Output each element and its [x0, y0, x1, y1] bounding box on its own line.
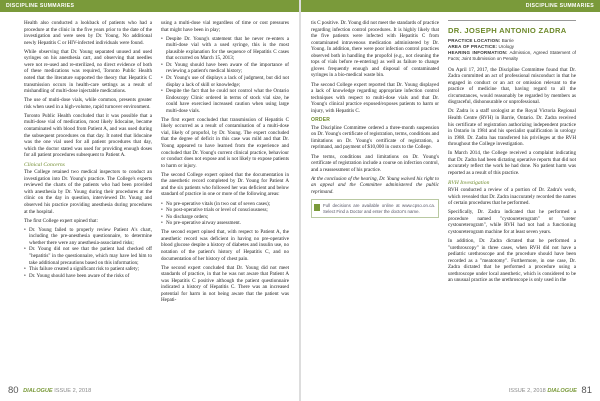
list-item: • Dr. Young should have been aware of the risks of [24, 273, 152, 280]
paragraph: The second expert opined that, with respect to Patient A, the anesthetic record was deficient in having no pre-operative blood glucose despite a history of diabetes and insulin use, no notation of the patient's history of Hepatitis C, and no documentation of her history of chest pain. [161, 229, 289, 262]
issue-label: ISSUE 2, 2018 [508, 388, 546, 394]
case-metadata [448, 38, 576, 62]
issue-label: ISSUE 2, 2018 [54, 388, 92, 394]
list-item: • Dr. Young should have been aware of the importance of reviewing a patient's medical history; [161, 62, 289, 75]
list-item: • No pre-operative vitals (in two out of seven cases); [161, 201, 289, 208]
paragraph: RVH conducted a review of a portion of Dr. Zadra's work, which revealed that Dr. Zadra inaccurately recorded the names of certain procedures that he performed. [448, 187, 576, 207]
right-page-columns [311, 20, 576, 381]
paragraph: Toronto Public Health concluded that it was possible that a multi-dose vial of medication, most likely lidocaine, became contaminated with blood from Patient A, and was used during the subsequent procedures on that day. It noted that lidocaine was the one vial used for all patient procedures that day, which the doctor stated was used for providing enough doses for all patient procedures subsequent to Patient A. [24, 112, 152, 159]
magazine-name: DIALOGUE [547, 388, 577, 394]
paragraph: In March 2014, the College received a complaint indicating that Dr. Zadra had been dictating operative reports that did not accurately reflect the work he had done. No patient harm was reported as a result of this practice. [448, 150, 576, 176]
paragraph: Dr. Zadra is a staff urologist at the Royal Victoria Regional Health Centre (RVH) in Barrie, Ontario. Dr. Zadra received his certificate of registration authorizing independent practice in Ontario in 1984 and his specialist qualification in urology in 1988. Dr. Zadra has transferred his privileges at the RVH throughout the College investigation. [448, 108, 576, 148]
paragraph: In addition, Dr. Zadra dictated that he performed a "urethroscopy" in three cases, when RVH did not have a pediatric urethroscope and the procedure should have been recorded as a "meatotomy". Furthermore, in one case, Dr. Zadra dictated that he performed a procedure using a urethroscope under local anesthetic, which is considered to be an unusual practice as the urethroscope is only used in the [448, 238, 576, 284]
left-page [0, 0, 299, 401]
right-column-1 [311, 20, 439, 381]
list-item: • No pre-operative airway assessment. [161, 220, 289, 227]
divider [448, 20, 576, 21]
paragraph: Specifically, Dr. Zadra indicated that he performed a procedure named "cystoureterogram" or "ureter cystoureterogram", while RVH had not had a functioning cystoureterogram machine for at least seven years. [448, 209, 576, 235]
page-number: 80 [8, 385, 19, 396]
list-item: • No discharge orders; [161, 214, 289, 221]
footer-right [509, 385, 595, 396]
section-heading-clinical-concerns: Clinical Concerns [24, 161, 65, 168]
paragraph: The first College expert opined that: [24, 217, 98, 224]
list-item: • Dr. Young failed to properly review Patient A's chart, including the pre-anesthesia questionnaire, to determine whether there were any anesthesia-associated risks; [24, 227, 152, 247]
paragraph: The first expert concluded that transmission of Hepatitis C likely occurred as a result of contamination of a multi-dose vial, likely of propofol, by Dr. Young. The expert concluded that the degree of deficit in this case was mild and that Dr. Young appeared to have learned from the experience and concluded that Dr. Young's current clinical practice, behaviour or conduct does not expose and is not likely to expose patients to harm or injury. [161, 116, 289, 169]
section-header-right: DISCIPLINE SUMMARIES [301, 0, 600, 12]
paragraph: Health also conducted a lookback of patients who had a procedure at the clinic in the five years prior to the date of the investigation and were seen by Dr. Young. No additional newly Hepatitis C or HIV-infected individuals were found. [24, 20, 152, 46]
meta-label: HEARING INFORMATION: [448, 49, 508, 55]
right-page [301, 0, 600, 401]
page-number: 81 [581, 385, 592, 396]
meta-label: PRACTICE LOCATION: [448, 37, 501, 43]
hearing-conclusion-note: At the conclusion of the hearing, Dr. Young waived his right to an appeal and the Committee administered the public reprimand. [311, 175, 439, 195]
paragraph: The College retained two medical inspectors to conduct an investigation into Dr. Young's practice. The College's experts reviewed the charts of the patients who had been provided with anesthesia by Dr. Young during their procedures at the clinic on the day in question, interviewed Dr. Young and observed his practice providing anesthesia during procedures at the hospital. [24, 169, 152, 215]
meta-value: Barrie [501, 37, 514, 43]
paragraph: The use of multi-dose vials, while common, presents greater risk when used in a high-volume, rapid turnover environment. [24, 97, 152, 110]
right-column-2 [448, 20, 576, 381]
paragraph: While observing that Dr. Young separated unused and used syringes on his anesthesia cart, and observing that needles were not re-used and re-sterilized, no direct evidence of both of these medications was required, Toronto Public Health noted that the literature supported the theory that Hepatitis C transmission occurs in health-care settings as a result of mishandling of multi-dose injectable medications. [24, 48, 152, 95]
paragraph: The second expert concluded that Dr. Young did not meet standards of practice, in that he was not aware that Patient A was Hepatitis C positive although the patient questionnaire indicated a history of Hepatitis C. There was an increased potential for harm in not being aware that the patient was Hepati- [161, 264, 289, 304]
magazine-name: DIALOGUE [23, 388, 53, 394]
meta-value: Urology [498, 43, 515, 49]
meta-row [448, 50, 576, 62]
list-item: • Despite the fact that he could not control what the Ontario Endoscopy Clinic ordered in terms of stock vial size, he could have exercised increased caution when using large multi-dose vials. [161, 88, 289, 114]
list-item: • This failure created a significant risk to patient safety; [24, 266, 152, 273]
full-decisions-callout [311, 199, 439, 218]
paragraph: The Discipline Committee ordered a three-month suspension on Dr. Young's certificate of registration, terms, conditions and limitations on Dr. Young's certificate of registration, a reprimand, and payment of $10,000 in costs to the College. [311, 124, 439, 151]
left-page-columns [24, 20, 289, 381]
section-header-left: DISCIPLINE SUMMARIES [0, 0, 299, 12]
list-item: • No post-operative trials or level of consciousness; [161, 207, 289, 214]
paragraph: The second College expert opined that the documentation in the anesthetic record completed by Dr. Young for Patient A and the six patients who followed her was deficient and below standard of practice in one or more of the following areas: [161, 171, 289, 198]
doctor-name-heading: DR. JOSEPH ANTONIO ZADRA [448, 25, 567, 35]
left-column-2 [161, 20, 289, 381]
list-item: • Despite Dr. Young's statement that he never re-enters a multi-dose vial with a used syringe, this is the most plausible explanation for the sequence of Hepatitis C cases that occurred on March 15, 2013; [161, 36, 289, 62]
paragraph: The terms, conditions and limitations on Dr. Young's certificate of registration include a course on infection control, and a reassessment of his practice. [311, 153, 439, 173]
bullet-list [161, 201, 289, 227]
meta-label: AREA OF PRACTICE: [448, 43, 498, 49]
document-icon [314, 204, 320, 211]
paragraph: The second College expert reported that Dr. Young displayed a lack of knowledge regarding appropriate infection control techniques with respect to multi-dose vials and that Dr. Young's clinical practice exposed/exposes patients to harm or injury, with Hepatitis C. [311, 81, 439, 114]
footer-left [5, 385, 91, 396]
paragraph: On April 17, 2017, the Discipline Committee found that Dr. Zadra committed an act of professional misconduct in that he engaged in conduct or an act or omission relevant to the practice of medicine that, having regard to all the circumstances, would reasonably be regarded by members as disgraceful, dishonourable or unprofessional. [448, 66, 576, 106]
section-heading-order: ORDER [311, 117, 331, 124]
section-heading-rvh-investigation: RVH Investigation [448, 179, 490, 186]
paragraph: tis C positive. Dr. Young did not meet the standards of practice regarding infection control procedures. It is highly likely that the five patients were infected with Hepatitis C from contaminated intravenous medication administered by Dr. Young. In addition, there were poor infection control practices observed both in handling the propofol (e.g., not cleaning the tops of vials before re-entering) as well as failure to change gloves frequently enough and disposal of contaminated syringes in a bio-medical waste bin. [311, 20, 439, 79]
bullet-list [161, 36, 289, 115]
meta-value: Admission, Agreed Statement of Facts; Joint Submission on Penalty [448, 49, 576, 61]
list-item: • Dr. Young did not see that the patient had checked off "hepatitis" in the questionnaire, which may have led him to take additional precautions based on this information; [24, 246, 152, 266]
left-column-1 [24, 20, 152, 381]
list-item: • Dr. Young's use of displays a lack of judgment, but did not display a lack of skill or knowledge; [161, 75, 289, 88]
callout-text: Full decisions are available online at www.cpso.on.ca. Select Find a Doctor and enter the doctor's name. [323, 203, 435, 214]
bullet-list [24, 227, 152, 279]
paragraph: using a multi-dose vial regardless of time or cost pressures that might have been in play; [161, 20, 289, 33]
